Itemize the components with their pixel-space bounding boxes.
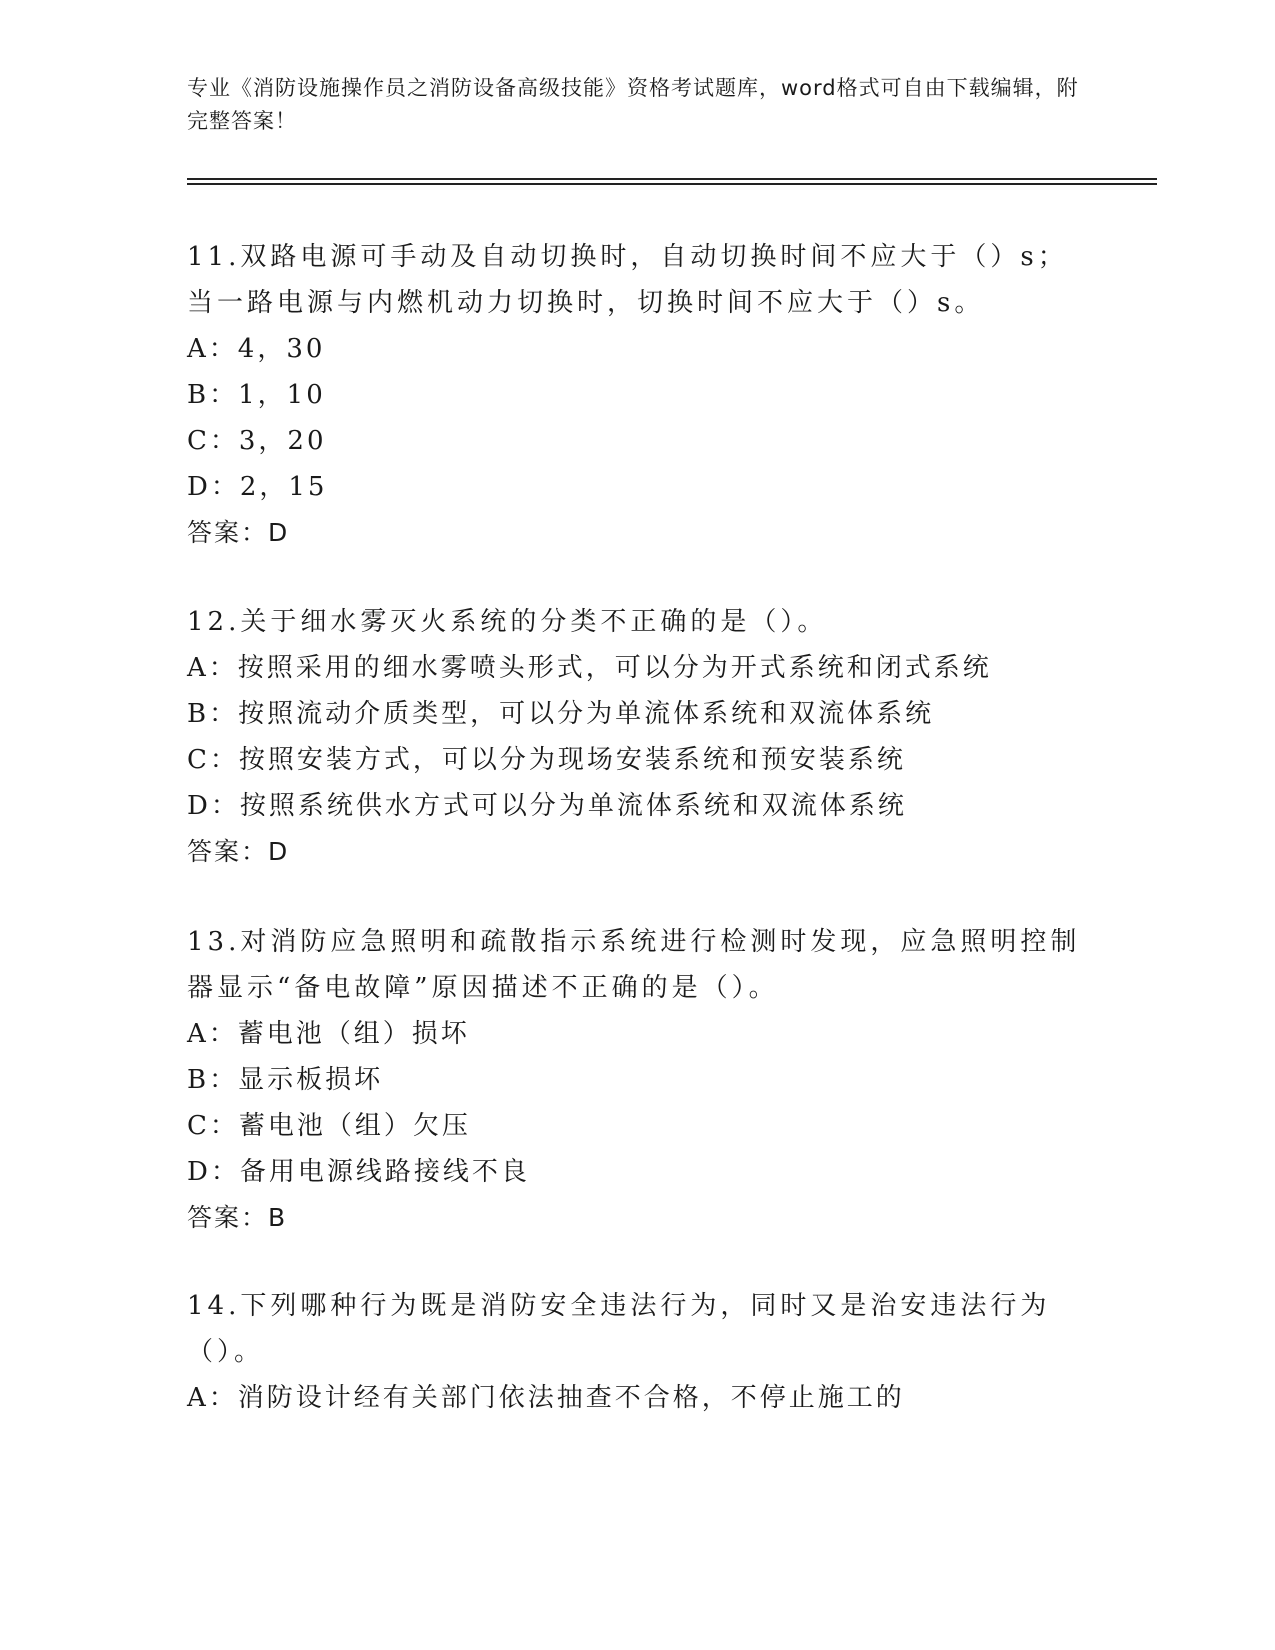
question-12 (187, 599, 1087, 875)
option-a: A：消防设计经有关部门依法抽查不合格，不停止施工的 (187, 1383, 905, 1413)
question-stem: 14.下列哪种行为既是消防安全违法行为，同时又是治安违法行为（）。 (187, 1291, 1051, 1367)
question-stem: 12.关于细水雾灭火系统的分类不正确的是（）。 (187, 607, 828, 637)
option-c: C：3，20 (187, 426, 327, 456)
option-a: A：蓄电池（组）损坏 (187, 1019, 470, 1049)
option-a: A：4，30 (187, 334, 326, 364)
question-14 (187, 1283, 1087, 1421)
question-stem: 13.对消防应急照明和疏散指示系统进行检测时发现，应急照明控制器显示“备电故障”原因描述不正确的是（）。 (187, 927, 1081, 1003)
header-description: 专业《消防设施操作员之消防设备高级技能》资格考试题库，word格式可自由下载编辑，附完整答案！ (187, 76, 1079, 133)
question-stem: 11.双路电源可手动及自动切换时，自动切换时间不应大于（）s；当一路电源与内燃机动力切换时，切换时间不应大于（）s。 (187, 242, 1068, 318)
header-divider-bottom (187, 183, 1157, 185)
option-b: B：按照流动介质类型，可以分为单流体系统和双流体系统 (187, 699, 935, 729)
option-a: A：按照采用的细水雾喷头形式，可以分为开式系统和闭式系统 (187, 653, 992, 683)
answer: 答案：B (187, 1203, 288, 1232)
option-d: D：按照系统供水方式可以分为单流体系统和双流体系统 (187, 791, 907, 821)
header-divider-top (187, 178, 1157, 180)
option-d: D：备用电源线路接线不良 (187, 1157, 530, 1187)
option-b: B：1，10 (187, 380, 326, 410)
document-header (187, 72, 1087, 138)
question-13 (187, 919, 1087, 1241)
option-d: D：2，15 (187, 472, 328, 502)
answer: 答案：D (187, 837, 290, 866)
option-c: C：蓄电池（组）欠压 (187, 1111, 471, 1141)
option-b: B：显示板损坏 (187, 1065, 384, 1095)
answer: 答案：D (187, 518, 290, 547)
question-11 (187, 234, 1087, 556)
option-c: C：按照安装方式，可以分为现场安装系统和预安装系统 (187, 745, 906, 775)
